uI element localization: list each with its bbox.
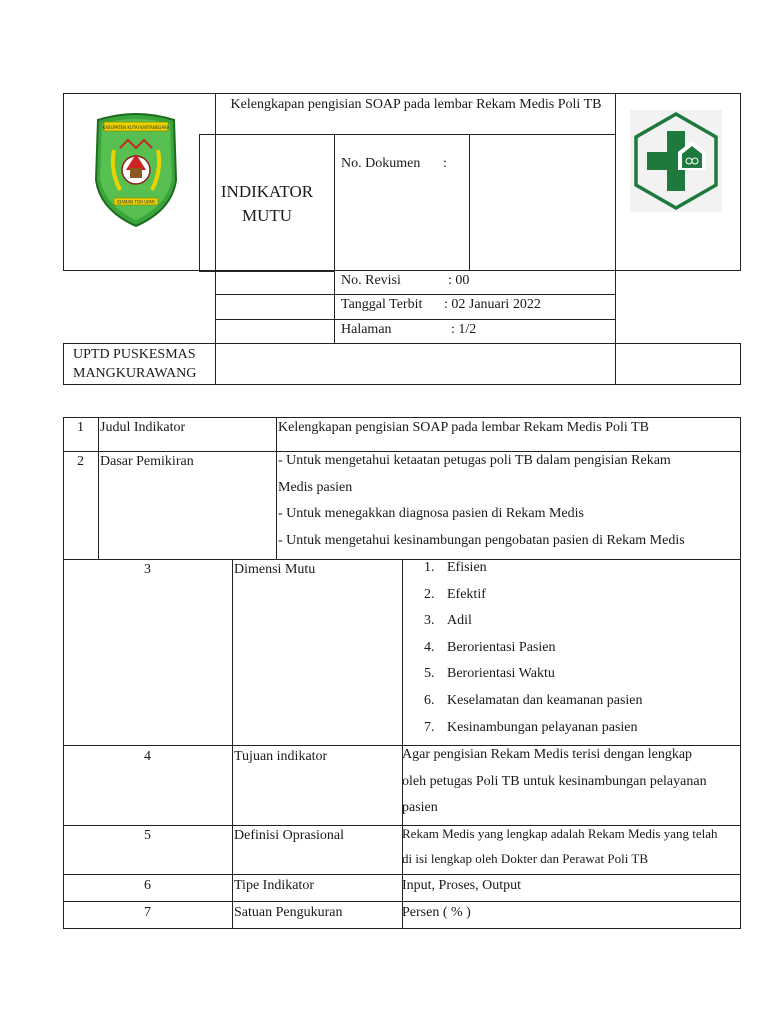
table-row-6-no: 6: [144, 878, 151, 893]
no-dokumen-sep: :: [443, 156, 447, 171]
dimensi-item-2-text: Efektif: [447, 586, 486, 602]
dimensi-item-2: [424, 582, 435, 609]
table-row-5-line-1: Rekam Medis yang lengkap adalah Rekam Medis yang telah: [402, 826, 718, 841]
table-row-6-value: Input, Proses, Output: [402, 878, 521, 893]
table-row-2-line-1: - Untuk mengetahui ketaatan petugas poli TB dalam pengisian Rekam: [278, 453, 671, 468]
section-title: [205, 180, 329, 228]
no-revisi-label: No. Revisi: [341, 273, 401, 288]
header-divider-right: [615, 93, 616, 271]
table-line-row6: [63, 874, 741, 875]
doc-title: [218, 96, 614, 114]
puskesmas-cross-icon: [630, 110, 722, 212]
puskesmas-logo: [630, 110, 722, 212]
table-row-7-label: Satuan Pengukuran: [234, 905, 343, 920]
dimensi-item-6: [424, 688, 435, 715]
table-rows12-col-1: [98, 417, 99, 560]
table-row-4-no: 4: [144, 749, 151, 764]
halaman-value: : 1/2: [451, 322, 477, 337]
no-dokumen-divider: [469, 134, 470, 271]
table-row-5-line-2: di isi lengkap oleh Dokter dan Perawat Poli TB: [402, 851, 648, 866]
dimensi-item-5-num: 5.: [424, 666, 435, 682]
table-row-3-label: Dimensi Mutu: [234, 562, 316, 577]
dimensi-item-1-num: 1.: [424, 560, 435, 575]
section-title-line1: INDIKATOR: [220, 182, 314, 201]
tanggal-terbit-value: : 02 Januari 2022: [444, 297, 541, 312]
section-title-line2: MUTU: [241, 206, 293, 225]
org-name-line1: UPTD PUSKESMAS: [73, 347, 196, 362]
regency-emblem-logo: [92, 110, 180, 228]
table-row-1-value: Kelengkapan pengisian SOAP pada lembar Rekam Medis Poli TB: [278, 420, 649, 435]
no-revisi-value: : 00: [448, 273, 470, 288]
doc-title-text: Kelengkapan pengisian SOAP pada lembar Rekam Medis Poli TB: [230, 97, 602, 112]
org-name: [73, 345, 196, 383]
dimensi-item-4: [424, 635, 435, 662]
dimensi-item-6-num: 6.: [424, 693, 435, 708]
dimensi-item-3-text: Adil: [447, 613, 472, 629]
dimensi-item-4-num: 4.: [424, 639, 435, 655]
dimensi-item-7-text: Kesinambungan pelayanan pasien: [447, 719, 638, 735]
halaman-label: Halaman: [341, 322, 392, 337]
table-row-6-label: Tipe Indikator: [234, 878, 314, 893]
table-row-7-value: Persen ( % ): [402, 905, 471, 920]
table-row-3-no: 3: [144, 562, 151, 577]
no-dokumen-label: No. Dokumen: [341, 156, 421, 171]
dimensi-item-4-text: Berorientasi Pasien: [447, 639, 556, 655]
revisi-row-line-1: [215, 294, 616, 295]
tanggal-terbit-label: Tanggal Terbit: [341, 297, 423, 312]
dimensi-item-6-text: Keselamatan dan keamanan pasien: [447, 693, 643, 708]
table-row-2-label: Dasar Pemikiran: [100, 454, 194, 469]
table-row-4-label: Tujuan indikator: [234, 749, 328, 764]
table-row-2-no: 2: [77, 454, 84, 469]
org-row-divider-2: [615, 343, 616, 385]
table-row-2-line-4: - Untuk mengetahui kesinambungan pengobatan pasien di Rekam Medis: [278, 532, 685, 548]
table-row-4-line-3: pasien: [402, 800, 438, 816]
dimensi-item-1-text: Efisien: [447, 560, 487, 575]
revisi-divider: [334, 270, 335, 344]
table-row-4-value: [402, 742, 707, 822]
dimensi-item-1: [424, 555, 435, 582]
table-row-4-line-2: oleh petugas Poli TB untuk kesinambungan pelayanan: [402, 773, 707, 789]
table-line-row7: [63, 901, 741, 902]
dimensi-item-3-num: 3.: [424, 613, 435, 629]
dimensi-item-2-num: 2.: [424, 586, 435, 602]
table-row-5-no: 5: [144, 828, 151, 843]
table-rows12-col-2: [276, 417, 277, 560]
table-row-4-line-1: Agar pengisian Rekam Medis terisi dengan lengkap: [402, 747, 693, 762]
emblem-banner-top: KABUPATEN KUTAI KARTANEGARA: [102, 125, 170, 130]
emblem-banner-bottom: IDAMAN TOH UPAR: [117, 199, 155, 205]
table-row-2-line-2: Medis pasien: [278, 479, 353, 495]
revisi-row-line-2: [215, 319, 616, 320]
org-name-line2: MANGKURAWANG: [73, 366, 197, 381]
dimensi-item-3: [424, 608, 435, 635]
regency-emblem-icon: [92, 110, 180, 228]
table-row-2-line-3: - Untuk menegakkan diagnosa pasien di Rekam Medis: [278, 506, 584, 522]
table-row-7-no: 7: [144, 905, 151, 920]
table-row-1-label: Judul Indikator: [100, 420, 186, 435]
dimensi-item-7: [424, 715, 435, 742]
table-row-5-value: [402, 821, 718, 871]
dimensi-item-7-num: 7.: [424, 719, 435, 735]
org-row-divider-1: [215, 343, 216, 385]
table-row-1-no: 1: [77, 420, 84, 435]
table-row-2-value: [278, 448, 685, 554]
dimensi-item-5: [424, 661, 435, 688]
dimensi-item-5-text: Berorientasi Waktu: [447, 666, 555, 682]
table-row-5-label: Definisi Oprasional: [234, 828, 345, 843]
